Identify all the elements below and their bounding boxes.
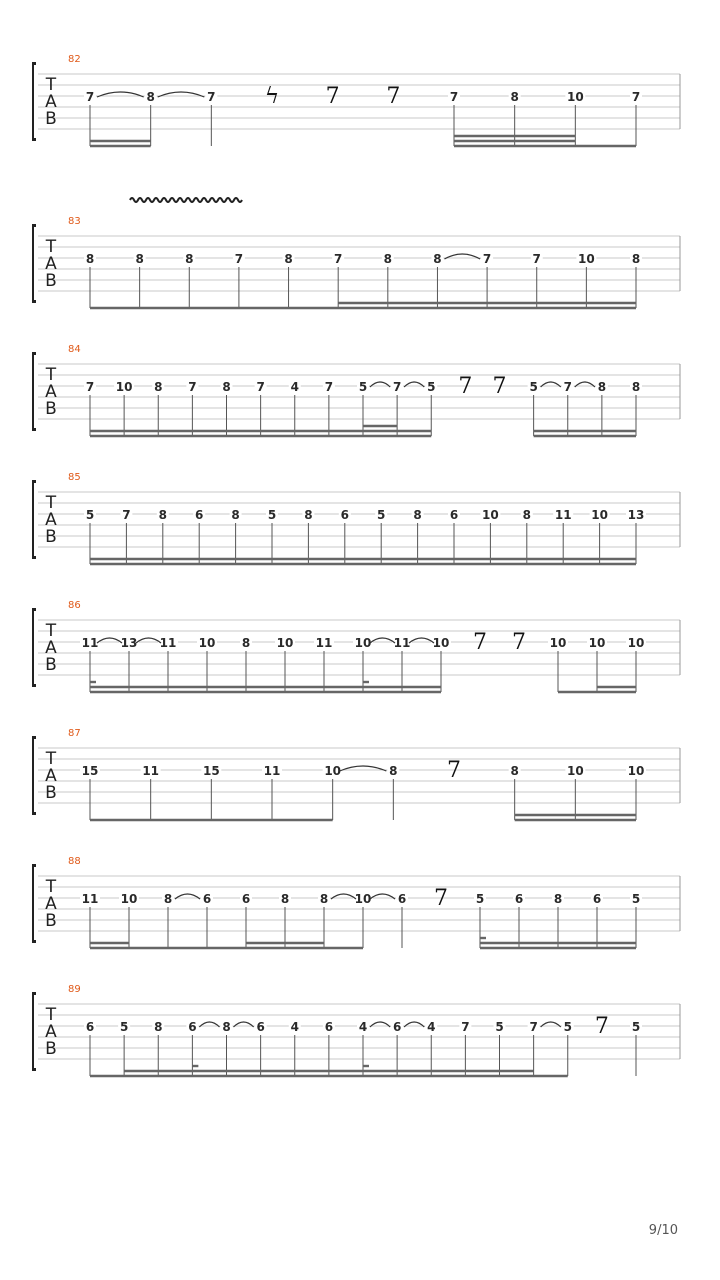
tab-clef-letter: A [45,510,57,530]
rest-eighth: 7 [447,758,461,783]
fret-number: 5 [427,380,436,394]
tab-clef-letter: A [45,638,57,658]
system-bracket [32,352,36,431]
fret-number: 11 [315,636,333,650]
fret-number: 10 [324,764,342,778]
tab-clef-letter: A [45,894,57,914]
fret-number: 5 [563,1020,572,1034]
fret-number: 13 [627,508,645,522]
fret-number: 8 [631,380,641,394]
fret-number: 10 [354,636,372,650]
tab-clef-letter: A [45,766,57,786]
fret-number: 5 [119,1020,129,1034]
fret-number: 10 [591,508,608,522]
fret-number: 15 [202,764,220,778]
rest-eighth: 7 [434,886,448,911]
fret-number: 6 [195,508,204,522]
fret-number: 7 [563,380,572,394]
measure-number: 88 [68,856,81,867]
fret-number: 10 [354,892,372,906]
tab-clef-letter: A [45,92,57,112]
fret-number: 6 [202,892,212,906]
tab-clef-letter: B [45,655,57,675]
tab-clef-letter: T [45,749,57,769]
system-bracket [32,62,36,141]
rest-eighth: 7 [512,630,526,655]
fret-number: 8 [383,252,392,266]
fret-number: 7 [122,508,131,522]
fret-number: 7 [207,90,216,104]
fret-number: 8 [631,252,641,266]
fret-number: 5 [377,508,386,522]
system-bracket [32,224,36,303]
fret-number: 8 [304,508,313,522]
fret-number: 8 [241,636,251,650]
fret-number: 5 [529,380,538,394]
fret-number: 6 [449,508,459,522]
fret-number: 8 [222,380,231,394]
fret-number: 7 [234,252,244,266]
system-bracket [32,480,36,559]
measure-number: 83 [68,216,81,227]
fret-number: 7 [85,90,95,104]
fret-number: 11 [142,764,160,778]
fret-number: 8 [553,892,563,906]
fret-number: 7 [324,380,334,394]
fret-number: 10 [566,764,584,778]
fret-number: 8 [413,508,422,522]
system-bracket [32,992,36,1071]
fret-number: 4 [290,380,299,394]
vibrato-mark [130,198,242,202]
fret-number: 7 [482,252,492,266]
fret-number: 10 [578,252,595,266]
tab-clef-letter: T [45,75,57,95]
fret-number: 7 [461,1020,470,1034]
fret-number: 4 [358,1020,368,1034]
fret-number: 8 [284,252,293,266]
fret-number: 5 [85,508,95,522]
fret-number: 8 [154,1020,163,1034]
fret-number: 6 [340,508,349,522]
fret-number: 5 [495,1020,504,1034]
tab-clef-letter: A [45,254,57,274]
fret-number: 10 [276,636,294,650]
page-number: 9/10 [648,1223,678,1238]
fret-number: 8 [222,1020,231,1034]
tab-clef-letter: T [45,877,57,897]
fret-number: 8 [158,508,167,522]
fret-number: 5 [267,508,277,522]
fret-number: 6 [256,1020,265,1034]
fret-number: 7 [532,252,541,266]
fret-number: 11 [81,636,99,650]
fret-number: 7 [449,90,459,104]
tab-clef-letter: B [45,911,57,931]
fret-number: 8 [231,508,240,522]
fret-number: 6 [392,1020,402,1034]
fret-number: 8 [522,508,531,522]
system-bracket [32,736,36,815]
fret-number: 7 [188,380,197,394]
fret-number: 11 [159,636,177,650]
fret-number: 7 [631,90,641,104]
fret-number: 8 [319,892,329,906]
system-bracket [32,864,36,943]
fret-number: 6 [85,1020,95,1034]
fret-number: 11 [393,636,411,650]
rest-eighth: 7 [325,84,340,109]
tab-clef-letter: A [45,382,57,402]
fret-number: 6 [241,892,251,906]
tab-clef-letter: A [45,1022,57,1042]
rest-sixteenth: 7 [492,374,507,399]
fret-number: 8 [510,90,519,104]
fret-number: 7 [334,252,343,266]
fret-number: 8 [185,252,194,266]
tab-clef-letter: B [45,399,57,419]
fret-number: 11 [263,764,281,778]
fret-number: 10 [432,636,450,650]
fret-number: 10 [627,764,645,778]
measure-number: 84 [68,344,81,355]
tab-clef-letter: T [45,493,57,513]
fret-number: 13 [120,636,138,650]
fret-number: 11 [81,892,99,906]
fret-number: 6 [397,892,407,906]
fret-number: 5 [475,892,485,906]
fret-number: 4 [427,1020,436,1034]
measure-number: 85 [68,472,81,483]
fret-number: 8 [85,252,95,266]
fret-number: 10 [566,90,584,104]
fret-number: 6 [514,892,524,906]
fret-number: 8 [146,90,155,104]
fret-number: 8 [597,380,607,394]
tab-clef-letter: B [45,783,57,803]
fret-number: 7 [85,380,95,394]
fret-number: 8 [280,892,290,906]
fret-number: 15 [81,764,99,778]
fret-number: 8 [163,892,173,906]
fret-number: 8 [135,252,144,266]
tab-clef-letter: T [45,621,57,641]
fret-number: 8 [433,252,442,266]
measure-number: 82 [68,54,81,65]
rest-quarter: ϟ [264,84,280,109]
rest-eighth: 7 [473,630,487,655]
tab-clef-letter: B [45,271,57,291]
tab-clef-letter: T [45,365,57,385]
fret-number: 4 [290,1020,299,1034]
fret-number: 8 [389,764,398,778]
fret-number: 5 [631,1020,641,1034]
fret-number: 5 [358,380,368,394]
fret-number: 6 [188,1020,197,1034]
tab-clef-letter: T [45,237,57,257]
fret-number: 10 [627,636,645,650]
rest-sixteenth: 7 [458,374,473,399]
fret-number: 5 [631,892,641,906]
measure-number: 87 [68,728,81,739]
fret-number: 7 [529,1020,538,1034]
fret-number: 10 [588,636,606,650]
fret-number: 10 [198,636,216,650]
fret-number: 10 [115,380,133,394]
measure-number: 89 [68,984,81,995]
system-bracket [32,608,36,687]
fret-number: 10 [482,508,499,522]
fret-number: 11 [554,508,572,522]
tab-clef-letter: B [45,1039,57,1059]
fret-number: 7 [256,380,265,394]
fret-number: 7 [392,380,402,394]
fret-number: 8 [510,764,519,778]
fret-number: 8 [154,380,163,394]
rest-sixteenth: 7 [386,84,401,109]
measure-number: 86 [68,600,81,611]
fret-number: 6 [592,892,602,906]
tab-clef-letter: B [45,109,57,129]
tab-clef-letter: B [45,527,57,547]
fret-number: 6 [324,1020,334,1034]
rest-sixteenth: 7 [594,1014,609,1039]
fret-number: 10 [549,636,567,650]
tab-clef-letter: T [45,1005,57,1025]
fret-number: 10 [120,892,138,906]
